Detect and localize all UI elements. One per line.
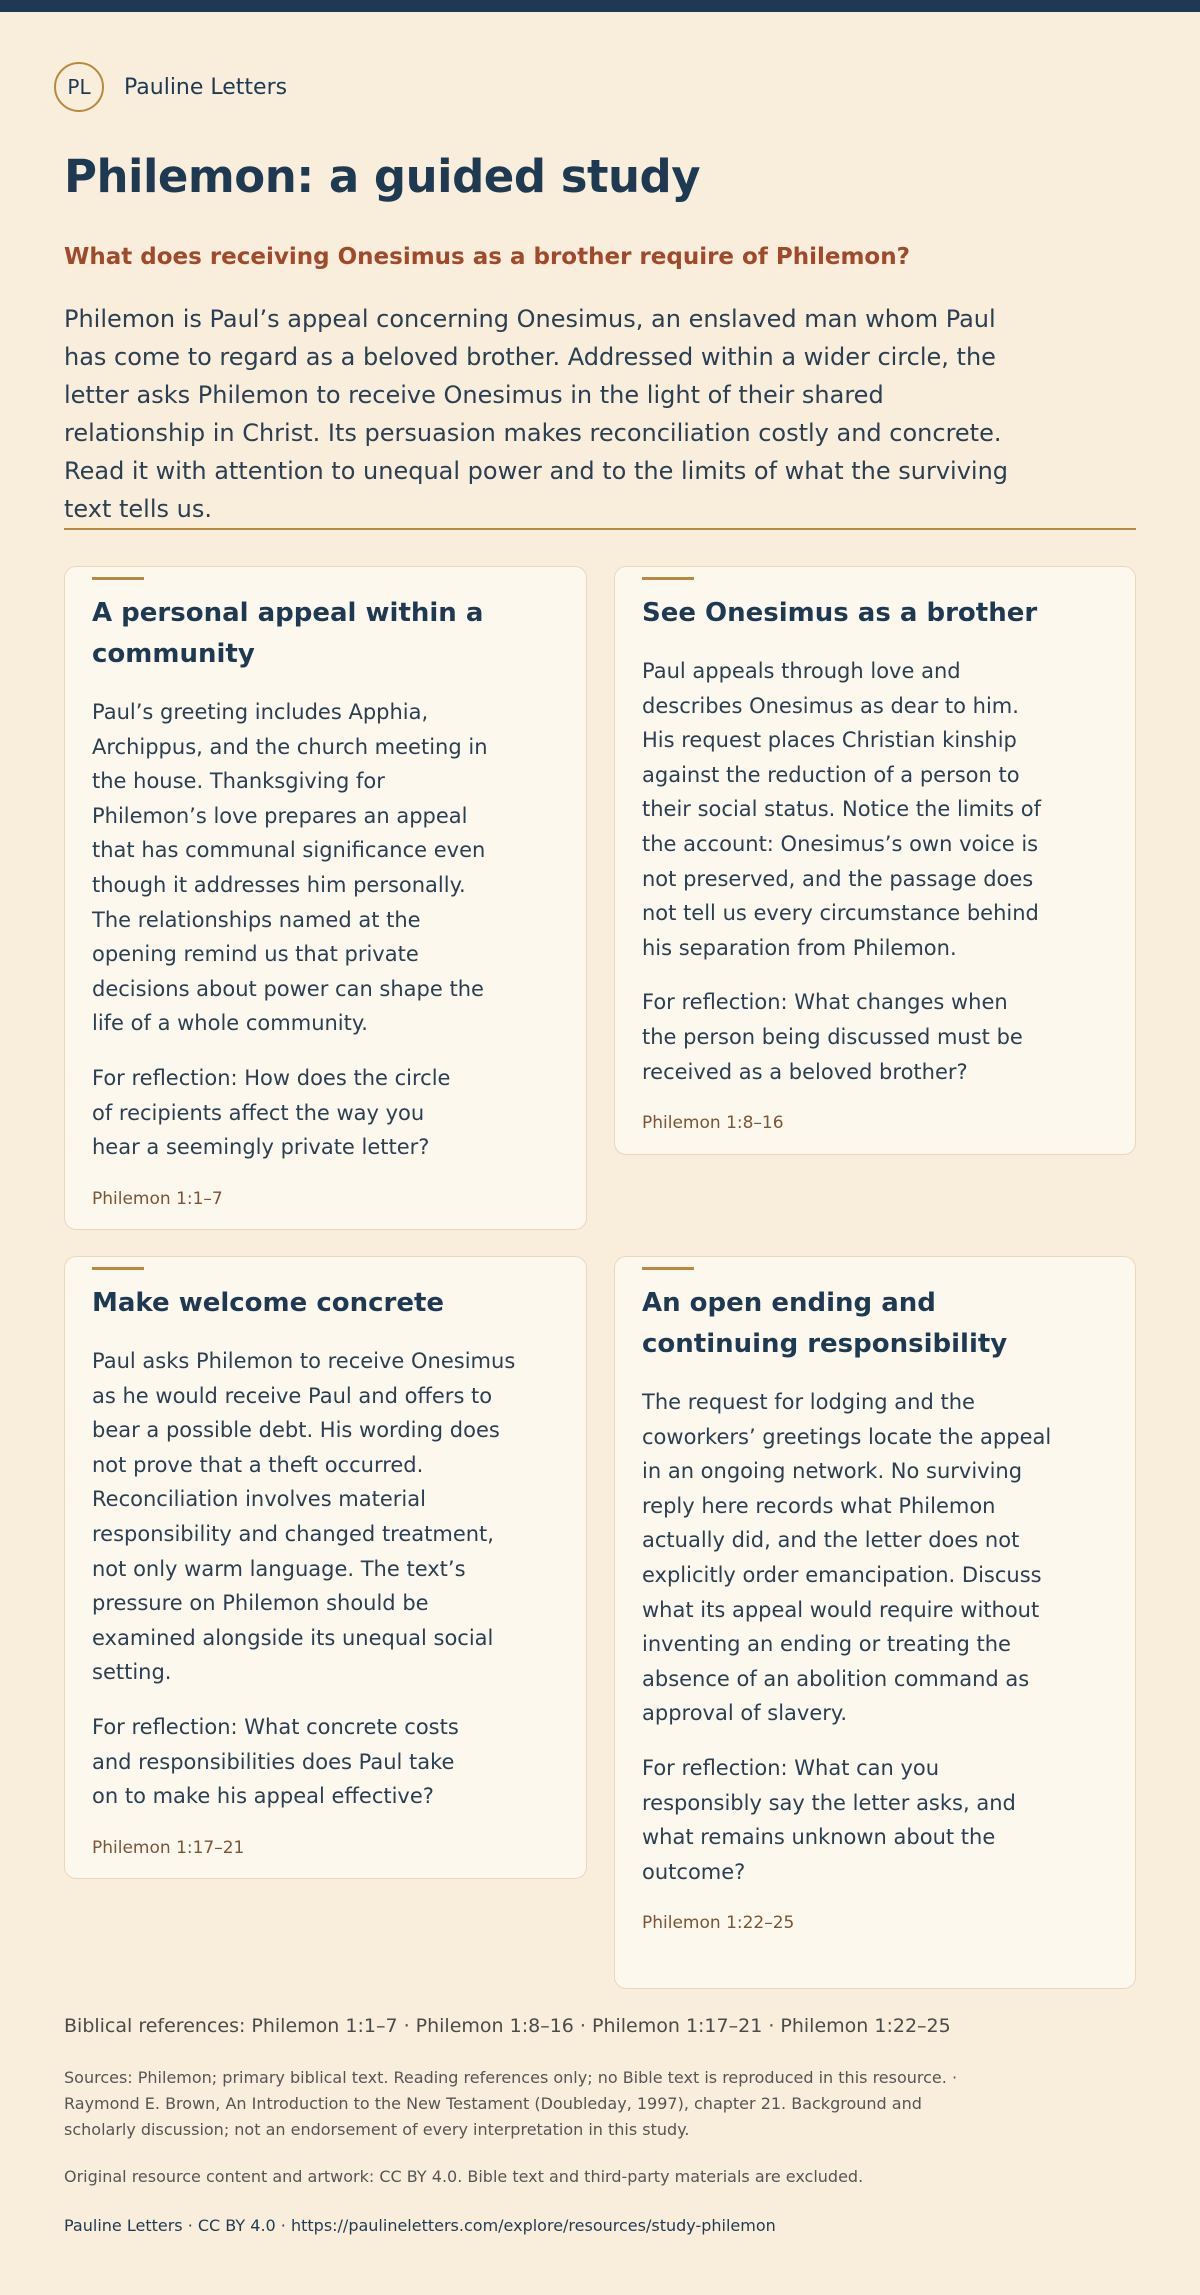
card-reference: Philemon 1:8–16 (642, 1113, 784, 1134)
card-reference: Philemon 1:17–21 (92, 1837, 245, 1858)
site-credit-link[interactable]: Pauline Letters · CC BY 4.0 · https://paulineletters.com/explore/resources/study-philemon (64, 2216, 776, 2235)
study-card-2 (614, 566, 1136, 1155)
card-reflection: For reflection: What concrete costs and responsibilities does Paul take on to make his appeal effective? (92, 1714, 459, 1809)
guiding-question: What does receiving Onesimus as a brother require of Philemon? (64, 244, 910, 270)
license-note: Original resource content and artwork: CC BY 4.0. Bible text and third-party materials are excluded. (64, 2167, 864, 2186)
card-body: Paul asks Philemon to receive Onesimus as he would receive Paul and offers to bear a possible debt. His wording does not prove that a theft occurred. Reconciliation involves material responsibility and changed treatment, not only warm language. The text’s pressure on Philemon should be examined alongside its unequal social setting. (92, 1349, 516, 1685)
card-reflection: For reflection: How does the circle of recipients affect the way you hear a seemingly private letter? (92, 1065, 451, 1160)
intro-paragraph: Philemon is Paul’s appeal concerning Onesimus, an enslaved man whom Paul has come to regard as a beloved brother. Addressed within a wider circle, the letter asks Philemon to receive Onesimus in the light of their shared relationship in Christ. Its persuasion makes reconciliation costly and concrete. Read it with attention to unequal power and to the limits of what the surviving text tells us. (64, 305, 1009, 523)
brand-logo: PL (54, 62, 104, 112)
card-title: An open ending and continuing responsibility (642, 1288, 1008, 1359)
card-body: Paul’s greeting includes Apphia, Archippus, and the church meeting in the house. Thanksgiving for Philemon’s love prepares an appeal that has communal significance even though it addresses him personally. The relationships named at the opening remind us that private decisions about power can shape the life of a whole community. (92, 700, 488, 1036)
card-reference: Philemon 1:1–7 (92, 1188, 223, 1209)
card-accent-line (642, 1267, 694, 1270)
card-reference: Philemon 1:22–25 (642, 1913, 795, 1934)
sources-note: Sources: Philemon; primary biblical text. Reading references only; no Bible text is reproduced in this resource. · Raymond E. Brown, An Introduction to the New Testament (Doubleday, 1997), chapter 21. Background and scholarly discussion; not an endorsement of every interpretation in this study. (64, 2068, 958, 2139)
study-card-3 (64, 1256, 587, 1879)
brand-name: Pauline Letters (124, 74, 288, 100)
brand[interactable] (54, 62, 287, 112)
card-body: The request for lodging and the coworkers’ greetings locate the appeal in an ongoing network. No surviving reply here records what Philemon actually did, and the letter does not explicitly order emancipation. Discuss what its appeal would require without inventing an ending or treating the absence of an abolition command as approval of slavery. (642, 1390, 1052, 1726)
card-reflection: For reflection: What can you responsibly say the letter asks, and what remains unknown about the outcome? (642, 1755, 1016, 1884)
top-bar (0, 0, 1200, 12)
section-divider (64, 528, 1136, 530)
card-title: A personal appeal within a community (92, 598, 484, 669)
card-title: Make welcome concrete (92, 1288, 445, 1318)
study-card-1 (64, 566, 587, 1230)
card-accent-line (642, 577, 694, 580)
biblical-references: Biblical references: Philemon 1:1–7 · Philemon 1:8–16 · Philemon 1:17–21 · Philemon 1:22–25 (64, 2015, 951, 2037)
card-reflection: For reflection: What changes when the person being discussed must be received as a beloved brother? (642, 990, 1023, 1084)
card-accent-line (92, 1267, 144, 1270)
page-title: Philemon: a guided study (64, 150, 701, 203)
card-body: Paul appeals through love and describes Onesimus as dear to him. His request places Christian kinship against the reduction of a person to their social status. Notice the limits of the account: Onesimus’s own voice is not preserved, and the passage does not tell us every circumstance behind his separation from Philemon. (642, 659, 1041, 960)
card-title: See Onesimus as a brother (642, 598, 1038, 628)
card-accent-line (92, 577, 144, 580)
study-card-4 (614, 1256, 1136, 1989)
